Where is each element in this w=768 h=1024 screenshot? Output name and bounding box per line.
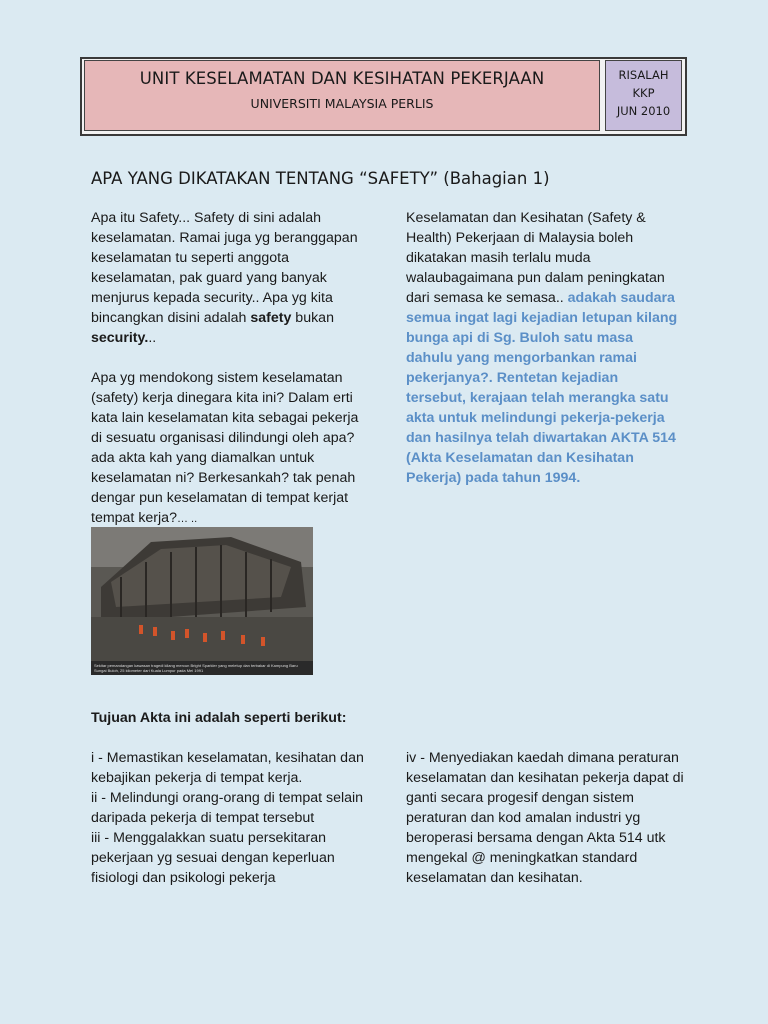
right-p1-highlight: adakah saudara semua ingat lagi kejadian letupan kilang bunga api di Sg. Buloh satu masa dahulu yang mengorbankan ramai pekerjanya?. Rentetan kejadian tersebut, kerajaan telah merangka satu akta untuk melindungi pekerja-pekerja dan hasilnya telah diwartakan AKTA 514 (Akta Keselamatan dan Kesihatan Pekerja) pada tahun 1994. <box>406 290 678 486</box>
objective-item: iii - Menggalakkan suatu persekitaran pekerjaan yg sesuai dengan keperluan fisiologi dan psikologi pekerja <box>91 830 335 886</box>
left-p2-tail: … .. <box>176 513 198 525</box>
objectives-right-list <box>406 748 686 888</box>
article-left-column <box>91 208 371 529</box>
photo-caption: Sekitar pemandangan kawasan tragedi kilang mercun Bright Sparkler yang meletup dan terbakar di Kampung Baru Sungai Buloh, 25 kilometer dari Kuala Lumpur pada Mei 1991 <box>91 661 313 675</box>
objectives-heading: Tujuan Akta ini adalah seperti berikut: <box>91 710 347 726</box>
left-p1-end: .. <box>148 330 157 346</box>
article-right-column <box>406 208 681 488</box>
left-paragraph-1 <box>91 208 371 348</box>
page-subtitle: UNIVERSITI MALAYSIA PERLIS <box>250 96 434 111</box>
right-p1-text: Keselamatan dan Kesihatan (Safety & Health) Pekerjaan di Malaysia boleh dikatakan masih terlalu muda walaubagaimana pun dalam peningkatan dari semasa ke semasa.. <box>406 210 665 306</box>
page-title: UNIT KESELAMATAN DAN KESIHATAN PEKERJAAN <box>139 69 545 88</box>
issue-date: JUN 2010 <box>616 104 671 118</box>
issue-unit: KKP <box>632 86 655 100</box>
objective-item: ii - Melindungi orang-orang di tempat selain daripada pekerja di tempat tersebut <box>91 790 364 826</box>
photo-illustration <box>91 527 313 675</box>
title-panel <box>84 60 600 131</box>
left-p1-mid: bukan <box>291 310 334 326</box>
objectives-left-list <box>91 748 376 888</box>
objective-item: i - Memastikan keselamatan, kesihatan dan kebajikan pekerja di tempat kerja. <box>91 750 364 786</box>
issue-label: RISALAH <box>618 68 669 82</box>
left-p1-bold-security: security. <box>91 330 149 346</box>
issue-info-panel <box>605 60 682 131</box>
left-p2-text: Apa yg mendokong sistem keselamatan (safety) kerja dinegara kita ini? Dalam erti kata lain keselamatan kita sebagai pekerja di sesuatu organisasi dilindungi oleh apa? ada akta kah yang diamalkan untuk keselamatan ni? Berkesankah? tak penah dengar pun keselamatan di tempat kerjat tempat kerja? <box>91 370 359 526</box>
objective-item: iv - Menyediakan kaedah dimana peraturan keselamatan dan kesihatan pekerja dapat di ganti secara progesif dengan sistem peraturan dan kod amalan industri yg beroperasi bersama dengan Akta 514 utk mengekal @ meningkatkan standard keselamatan dan kesihatan. <box>406 750 684 886</box>
left-paragraph-2 <box>91 368 371 529</box>
explosion-site-photo <box>91 527 313 675</box>
article-heading: APA YANG DIKATAKAN TENTANG “SAFETY” (Bahagian 1) <box>91 169 550 188</box>
left-p1-bold-safety: safety <box>250 310 292 326</box>
left-p1-text: Apa itu Safety... Safety di sini adalah keselamatan. Ramai juga yg beranggapan keselamatan tu seperti anggota keselamatan, pak guard yang banyak menjurus kepada security.. Apa yg kita bincangkan disini adalah <box>91 210 358 326</box>
right-paragraph-1 <box>406 208 681 488</box>
